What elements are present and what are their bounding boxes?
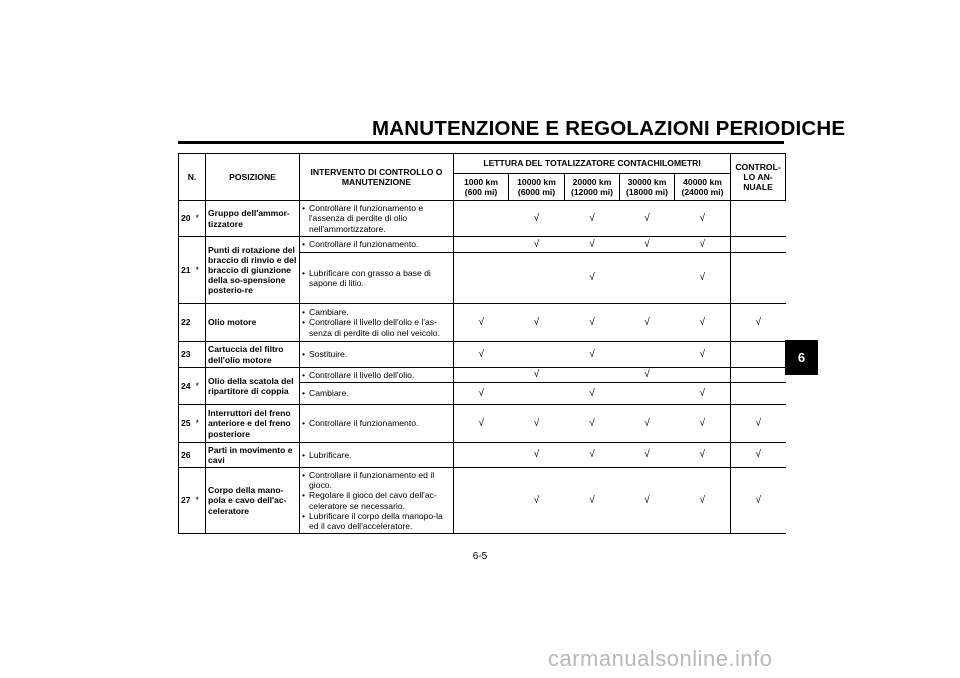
- dealer-marker: [196, 342, 206, 368]
- interval-check-cell: √: [454, 405, 509, 443]
- header-km-2: [565, 174, 620, 201]
- task-line: • Sostituire.: [302, 349, 451, 359]
- interval-check-cell: √: [620, 201, 675, 237]
- table-row: [179, 443, 786, 468]
- task-line: • Lubrificare il corpo della manopo-la ed il cavo dell'acceleratore.: [302, 511, 451, 531]
- interval-check-cell: √: [565, 383, 620, 405]
- annual-check-cell: √: [731, 405, 786, 443]
- header-km-1: [509, 174, 565, 201]
- interval-check-cell: √: [454, 383, 509, 405]
- dealer-marker: *: [196, 237, 206, 304]
- annual-check-cell: √: [731, 304, 786, 342]
- interval-check-cell: √: [565, 304, 620, 342]
- interval-check-cell: [454, 237, 509, 253]
- interval-check-cell: [454, 201, 509, 237]
- header-km-3: [620, 174, 675, 201]
- section-tab: 6: [785, 340, 818, 375]
- item-number: 27: [179, 468, 196, 534]
- interval-check-cell: √: [675, 201, 731, 237]
- task-line: • Controllare il livello dell'olio.: [302, 370, 451, 380]
- item-number: 22: [179, 304, 196, 342]
- item-position: Cartuccia del filtro dell'olio motore: [206, 342, 300, 368]
- dealer-marker: *: [196, 201, 206, 237]
- interval-check-cell: √: [454, 342, 509, 368]
- page-title: MANUTENZIONE E REGOLAZIONI PERIODICHE: [372, 117, 846, 140]
- annual-check-cell: [731, 253, 786, 304]
- header-odometer: LETTURA DEL TOTALIZZATORE CONTACHILOMETRI: [454, 154, 731, 174]
- header-mi-value: (18000 mi): [625, 187, 669, 197]
- item-task: [300, 443, 454, 468]
- interval-check-cell: [620, 383, 675, 405]
- task-line: • Controllare il livello dell'olio e l'as-senza di perdite di olio nel veicolo.: [302, 317, 451, 337]
- maintenance-table: [178, 153, 786, 534]
- header-task: INTERVENTO DI CONTROLLO O MANUTENZIONE: [300, 154, 454, 201]
- header-km-value: 40000 km: [683, 176, 722, 187]
- header-mi-value: (12000 mi): [570, 187, 614, 197]
- item-number: 23: [179, 342, 196, 368]
- item-position: Punti di rotazione del braccio di rinvio e del braccio di giunzione della so-spensione posterio-re: [206, 237, 300, 304]
- task-line: • Controllare il funzionamento e l'assenza di perdite di olio nell'ammortizzatore.: [302, 203, 451, 233]
- item-position: Parti in movimento e cavi: [206, 443, 300, 468]
- task-line: • Controllare il funzionamento.: [302, 418, 451, 428]
- header-n: N.: [179, 154, 206, 201]
- item-task: [300, 368, 454, 383]
- header-km-4: [675, 174, 731, 201]
- task-line: • Lubrificare.: [302, 450, 451, 460]
- interval-check-cell: √: [509, 304, 565, 342]
- item-task: [300, 468, 454, 534]
- interval-check-cell: √: [509, 237, 565, 253]
- interval-check-cell: √: [565, 253, 620, 304]
- interval-check-cell: √: [509, 468, 565, 534]
- table-row: [179, 405, 786, 443]
- task-line: • Controllare il funzionamento.: [302, 239, 451, 249]
- header-mi-value: (6000 mi): [517, 187, 556, 197]
- dealer-marker: *: [196, 468, 206, 534]
- interval-check-cell: √: [620, 304, 675, 342]
- interval-check-cell: [620, 342, 675, 368]
- header-km-value: 20000 km: [572, 176, 612, 187]
- annual-check-cell: [731, 368, 786, 383]
- table-row: [179, 468, 786, 534]
- interval-check-cell: √: [675, 443, 731, 468]
- interval-check-cell: √: [454, 304, 509, 342]
- interval-check-cell: √: [620, 468, 675, 534]
- annual-check-cell: [731, 383, 786, 405]
- interval-check-cell: [454, 368, 509, 383]
- header-km-value: 1000 km: [464, 176, 498, 187]
- interval-check-cell: √: [620, 405, 675, 443]
- watermark: carmanualsonline.info: [548, 646, 773, 671]
- dealer-marker: *: [196, 405, 206, 443]
- item-number: 21: [179, 237, 196, 304]
- header-km-0: [454, 174, 509, 201]
- task-line: • Regolare il gioco del cavo dell'ac-celeratore se necessario.: [302, 490, 451, 510]
- interval-check-cell: [675, 368, 731, 383]
- title-rule: [178, 141, 784, 144]
- annual-check-cell: [731, 201, 786, 237]
- interval-check-cell: √: [675, 253, 731, 304]
- item-task: [300, 342, 454, 368]
- interval-check-cell: √: [620, 368, 675, 383]
- annual-check-cell: √: [731, 443, 786, 468]
- header-mi-value: (24000 mi): [681, 187, 724, 197]
- item-number: 25: [179, 405, 196, 443]
- item-task: [300, 237, 454, 253]
- interval-check-cell: √: [509, 368, 565, 383]
- interval-check-cell: √: [620, 443, 675, 468]
- table-row: [179, 342, 786, 368]
- interval-check-cell: √: [675, 237, 731, 253]
- table-row: [179, 201, 786, 237]
- interval-check-cell: √: [675, 405, 731, 443]
- interval-check-cell: √: [565, 201, 620, 237]
- interval-check-cell: [509, 253, 565, 304]
- item-task: [300, 304, 454, 342]
- interval-check-cell: [509, 342, 565, 368]
- item-task: [300, 383, 454, 405]
- interval-check-cell: [565, 368, 620, 383]
- task-line: • Controllare il funzionamento ed il gioco.: [302, 470, 451, 490]
- task-line: • Cambiare.: [302, 388, 451, 398]
- item-task: [300, 201, 454, 237]
- item-position: Corpo della mano-pola e cavo dell'ac-celeratore: [206, 468, 300, 534]
- dealer-marker: [196, 304, 206, 342]
- header-km-value: 10000 km: [517, 176, 556, 187]
- interval-check-cell: √: [509, 405, 565, 443]
- header-position: POSIZIONE: [206, 154, 300, 201]
- task-line: • Lubrificare con grasso a base di sapone di litio.: [302, 268, 451, 288]
- interval-check-cell: [620, 253, 675, 304]
- item-position: Gruppo dell'ammor-tizzatore: [206, 201, 300, 237]
- interval-check-cell: [454, 443, 509, 468]
- annual-check-cell: [731, 342, 786, 368]
- page-number: 6-5: [472, 551, 488, 562]
- header-annual: CONTROL-LO AN-NUALE: [731, 154, 786, 201]
- annual-check-cell: √: [731, 468, 786, 534]
- interval-check-cell: √: [509, 443, 565, 468]
- task-line: • Cambiare.: [302, 307, 451, 317]
- interval-check-cell: √: [565, 405, 620, 443]
- header-km-value: 30000 km: [627, 176, 667, 187]
- interval-check-cell: √: [675, 383, 731, 405]
- interval-check-cell: √: [675, 468, 731, 534]
- interval-check-cell: [509, 383, 565, 405]
- interval-check-cell: √: [565, 342, 620, 368]
- interval-check-cell: √: [565, 468, 620, 534]
- table-row: [179, 237, 786, 253]
- item-task: [300, 405, 454, 443]
- interval-check-cell: √: [565, 237, 620, 253]
- item-position: Interruttori del freno anteriore e del freno posteriore: [206, 405, 300, 443]
- interval-check-cell: [454, 253, 509, 304]
- table-row: [179, 368, 786, 383]
- interval-check-cell: √: [565, 443, 620, 468]
- item-number: 26: [179, 443, 196, 468]
- annual-check-cell: [731, 237, 786, 253]
- item-task: [300, 253, 454, 304]
- item-position: Olio della scatola del ripartitore di coppia: [206, 368, 300, 405]
- dealer-marker: [196, 443, 206, 468]
- interval-check-cell: [454, 468, 509, 534]
- header-mi-value: (600 mi): [464, 187, 498, 197]
- interval-check-cell: √: [675, 342, 731, 368]
- interval-check-cell: √: [675, 304, 731, 342]
- item-position: Olio motore: [206, 304, 300, 342]
- item-number: 20: [179, 201, 196, 237]
- interval-check-cell: √: [509, 201, 565, 237]
- interval-check-cell: √: [620, 237, 675, 253]
- item-number: 24: [179, 368, 196, 405]
- dealer-marker: *: [196, 368, 206, 405]
- table-row: [179, 304, 786, 342]
